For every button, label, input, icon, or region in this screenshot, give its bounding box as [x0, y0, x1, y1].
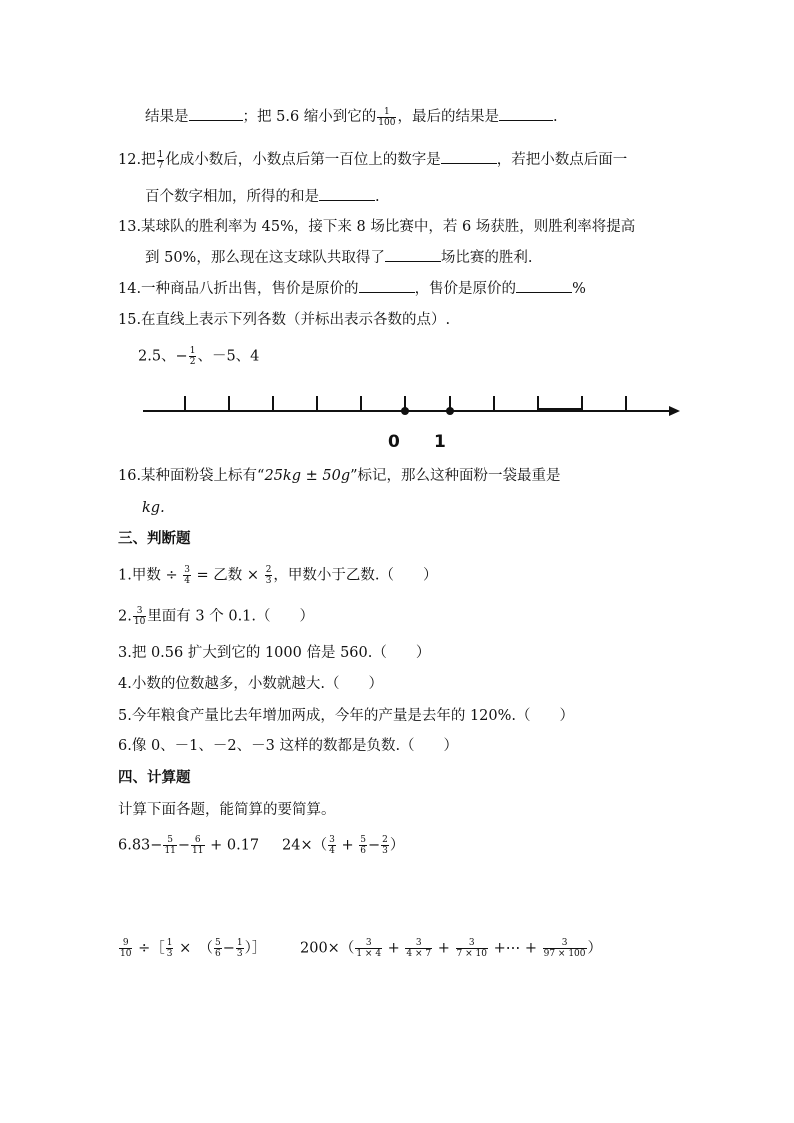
judge-q1-fraction2 — [265, 565, 273, 586]
q11-blank-2[interactable] — [499, 106, 553, 121]
q13-line2 — [145, 247, 532, 268]
q12-fraction — [157, 150, 165, 171]
q13-blank[interactable] — [385, 247, 441, 262]
unit-point — [446, 407, 454, 415]
q12-line2 — [145, 186, 380, 207]
fraction-denominator: 6 — [360, 846, 366, 856]
q15-title: 15.在直线上表示下列各数（并标出表示各数的点）. — [118, 312, 451, 328]
calc4-d: +⋯ + — [493, 940, 537, 957]
q14-blank-1[interactable] — [359, 278, 415, 293]
fraction-denominator: 4 — [329, 846, 335, 856]
calc2-a: 24×（ — [282, 837, 328, 854]
fraction-denominator: 7 — [157, 160, 164, 171]
calc3-c: − — [222, 940, 235, 957]
fraction-denominator: 10 — [133, 617, 146, 627]
fraction-denominator: 3 — [265, 576, 272, 586]
q15-fraction — [189, 346, 197, 367]
fraction-denominator: 4 × 7 — [406, 949, 432, 959]
calc4-fraction2 — [405, 938, 432, 959]
calc2-b: + — [341, 837, 354, 854]
fraction-denominator: 97 × 100 — [543, 949, 586, 959]
calc1-fraction1 — [163, 835, 176, 856]
fraction-denominator: 3 — [382, 846, 388, 856]
judge-q5: 5.今年粮食产量比去年增加两成，今年的产量是去年的 120%.（ ） — [118, 708, 575, 724]
q14-blank-2[interactable] — [516, 278, 572, 293]
fraction-numerator: 2 — [382, 835, 388, 845]
fraction-numerator: 2 — [265, 565, 272, 575]
judge-q6: 6.像 0、－1、－2、－3 这样的数都是负数.（ ） — [118, 738, 459, 754]
q13-line2-end: 场比赛的胜利. — [440, 250, 533, 266]
q13-line2-text: 到 50%，那么现在这支球队共取得了 — [145, 250, 385, 266]
q12-line2-end: . — [375, 189, 380, 205]
fraction-denominator: 1 × 4 — [356, 949, 382, 959]
calc3-fraction3 — [214, 938, 222, 959]
q12-text: 化成小数后，小数点后第一百位上的数字是 — [165, 152, 441, 168]
fraction-denominator: 3 — [236, 949, 243, 959]
section3-title: 三、判断题 — [118, 531, 191, 547]
q12-blank-1[interactable] — [441, 149, 497, 164]
fraction-numerator: 3 — [355, 938, 382, 949]
calc-expr-3 — [118, 938, 266, 959]
fraction-numerator: 5 — [163, 835, 176, 846]
fraction-numerator: 1 — [166, 938, 173, 948]
fraction-numerator: 3 — [543, 938, 587, 949]
calc1-a: 6.83− — [118, 837, 163, 854]
fraction-denominator: 4 — [184, 576, 190, 586]
q16-mark: 25kg ± 50g — [264, 468, 351, 484]
q16-text-b: ”标记，那么这种面粉一袋最重是 — [350, 468, 561, 484]
number-line — [140, 393, 685, 423]
fraction-denominator: 11 — [192, 846, 204, 856]
calc3-b: × （ — [179, 940, 213, 957]
calc2-c: − — [367, 837, 381, 854]
q12-prefix: 12.把 — [118, 152, 156, 168]
fraction-denominator: 2 — [189, 357, 196, 367]
fraction-denominator: 100 — [378, 117, 396, 128]
calc-expr-1 — [118, 835, 259, 856]
q16-line1 — [118, 466, 561, 486]
fraction-numerator: 1 — [236, 938, 243, 948]
fraction-denominator: 6 — [214, 949, 221, 959]
q13-line1: 13.某球队的胜利率为 45%，接下来 8 场比赛中，若 6 场获胜，则胜利率将提高 — [118, 219, 636, 235]
q16-line2: kg. — [142, 500, 165, 516]
calc-expr-4 — [300, 938, 602, 959]
judge-q1-a: 1.甲数 ÷ — [118, 567, 178, 584]
fraction-denominator: 11 — [164, 846, 176, 856]
fraction-numerator: 3 — [456, 938, 488, 949]
fraction-numerator: 9 — [119, 938, 132, 949]
q14-text-c: % — [572, 281, 586, 297]
judge-q2-a: 2. — [118, 608, 132, 625]
q15-numbers — [138, 346, 259, 367]
judge-q4: 4.小数的位数越多，小数就越大.（ ） — [118, 676, 383, 692]
fraction-numerator: 1 — [377, 107, 396, 118]
calc4-c: + — [437, 940, 450, 957]
q15-numbers-b: 、－5、4 — [197, 348, 260, 365]
fraction-numerator: 6 — [191, 835, 204, 846]
fraction-numerator: 3 — [133, 606, 146, 617]
fraction-numerator: 5 — [214, 938, 221, 948]
q11-text1: 结果是 — [145, 109, 189, 125]
q14-line — [118, 278, 586, 299]
calc1-c: + 0.17 — [210, 837, 260, 854]
q12-line1 — [118, 149, 627, 171]
calc4-fraction3 — [456, 938, 488, 959]
origin-point — [401, 407, 409, 415]
calc4-fraction4 — [543, 938, 587, 959]
q12-blank-2[interactable] — [319, 186, 375, 201]
calc3-fraction1 — [119, 938, 132, 959]
section4-instruction: 计算下面各题，能简算的要简算。 — [118, 802, 336, 818]
fraction-numerator: 5 — [360, 835, 366, 845]
judge-q2-b: 里面有 3 个 0.1.（ ） — [147, 608, 315, 625]
q11-text2: ；把 5.6 缩小到它的 — [242, 109, 377, 125]
q12-line2-text: 百个数字相加，所得的和是 — [145, 189, 319, 205]
q11-continuation — [145, 106, 558, 128]
calc3-a: ÷［ — [138, 940, 165, 957]
calc4-b: + — [387, 940, 400, 957]
q16-text-a: 16.某种面粉袋上标有“ — [118, 468, 265, 484]
judge-q1-b: = 乙数 × — [196, 567, 260, 584]
fraction-numerator: 1 — [157, 149, 164, 160]
q14-text-a: 14.一种商品八折出售，售价是原价的 — [118, 281, 359, 297]
q12-text-c: ，若把小数点后面一 — [496, 152, 628, 168]
judge-q3: 3.把 0.56 扩大到它的 1000 倍是 560.（ ） — [118, 645, 431, 661]
judge-q2 — [118, 606, 314, 627]
number-line-label-one: 1 — [434, 432, 446, 452]
q15-numbers-a: 2.5、− — [138, 348, 188, 365]
calc1-fraction2 — [191, 835, 204, 856]
judge-q1-fraction1 — [183, 565, 191, 586]
q11-blank-1[interactable] — [189, 106, 243, 121]
calc2-d: ） — [389, 837, 405, 854]
fraction-numerator: 3 — [184, 565, 190, 575]
calc4-e: ） — [587, 940, 603, 957]
q11-fraction — [377, 107, 396, 128]
number-line-arrow-icon — [669, 406, 680, 416]
calc1-b: − — [177, 837, 191, 854]
calc-expr-2 — [282, 835, 404, 856]
section4-title: 四、计算题 — [118, 770, 191, 786]
fraction-denominator: 10 — [120, 949, 132, 959]
q14-text-b: ，售价是原价的 — [414, 281, 517, 297]
calc2-fraction2 — [359, 835, 367, 856]
fraction-numerator: 3 — [329, 835, 335, 845]
judge-q2-fraction — [133, 606, 146, 627]
fraction-denominator: 7 × 10 — [456, 949, 487, 959]
calc3-fraction2 — [166, 938, 174, 959]
calc2-fraction3 — [381, 835, 389, 856]
calc2-fraction1 — [328, 835, 336, 856]
calc3-fraction4 — [236, 938, 244, 959]
fraction-denominator: 3 — [166, 949, 173, 959]
calc4-a: 200×（ — [300, 940, 355, 957]
q11-text3: ，最后的结果是 — [397, 109, 499, 125]
calc3-d: ）］ — [244, 940, 267, 957]
fraction-numerator: 3 — [405, 938, 432, 949]
q11-text4: . — [552, 109, 558, 125]
fraction-numerator: 1 — [189, 346, 196, 356]
number-line-label-zero: 0 — [388, 432, 400, 452]
judge-q1 — [118, 565, 438, 586]
calc4-fraction1 — [355, 938, 382, 959]
judge-q1-c: ，甲数小于乙数.（ ） — [273, 567, 438, 584]
